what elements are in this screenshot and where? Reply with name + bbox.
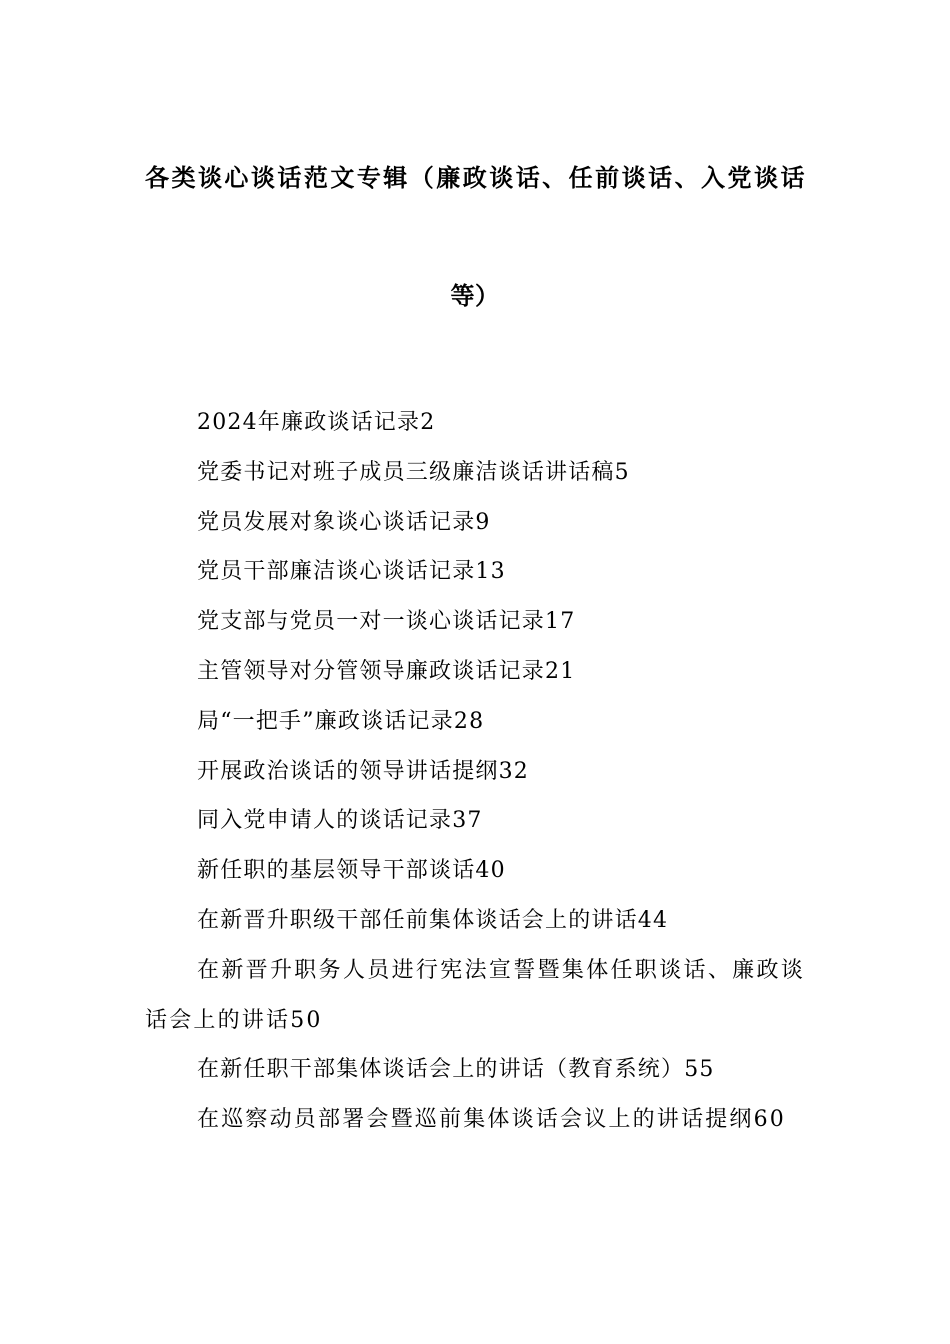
toc-item[interactable]: 在新任职干部集体谈话会上的讲话（教育系统）55 [197,1057,715,1083]
toc-item[interactable]: 新任职的基层领导干部谈话40 [197,858,506,884]
toc-item[interactable]: 局“一把手”廉政谈话记录28 [197,708,485,734]
toc-item[interactable]: 在新晋升职级干部任前集体谈话会上的讲话44 [197,907,669,933]
toc-item[interactable]: 党委书记对班子成员三级廉洁谈话讲话稿5 [197,459,630,485]
toc-item[interactable]: 开展政治谈话的领导讲话提纲32 [197,758,529,784]
table-of-contents [145,398,805,1145]
document-title-line-1: 各类谈心谈话范文专辑（廉政谈话、任前谈话、入党谈话 [145,164,805,192]
toc-item[interactable]: 党员发展对象谈心谈话记录9 [197,509,491,535]
document-title-line-2: 等） [450,282,500,310]
toc-item[interactable]: 在新晋升职务人员进行宪法宣誓暨集体任职谈话、廉政谈话会上的讲话50 [145,957,805,1033]
toc-item[interactable]: 主管领导对分管领导廉政谈话记录21 [197,658,576,684]
toc-item[interactable]: 同入党申请人的谈话记录37 [197,808,483,834]
toc-item[interactable]: 党员干部廉洁谈心谈话记录13 [197,559,506,585]
toc-item[interactable]: 在巡察动员部署会暨巡前集体谈话会议上的讲话提纲60 [197,1107,786,1133]
toc-item[interactable]: 党支部与党员一对一谈心谈话记录17 [197,609,576,635]
toc-item[interactable]: 2024年廉政谈话记录2 [197,410,436,435]
